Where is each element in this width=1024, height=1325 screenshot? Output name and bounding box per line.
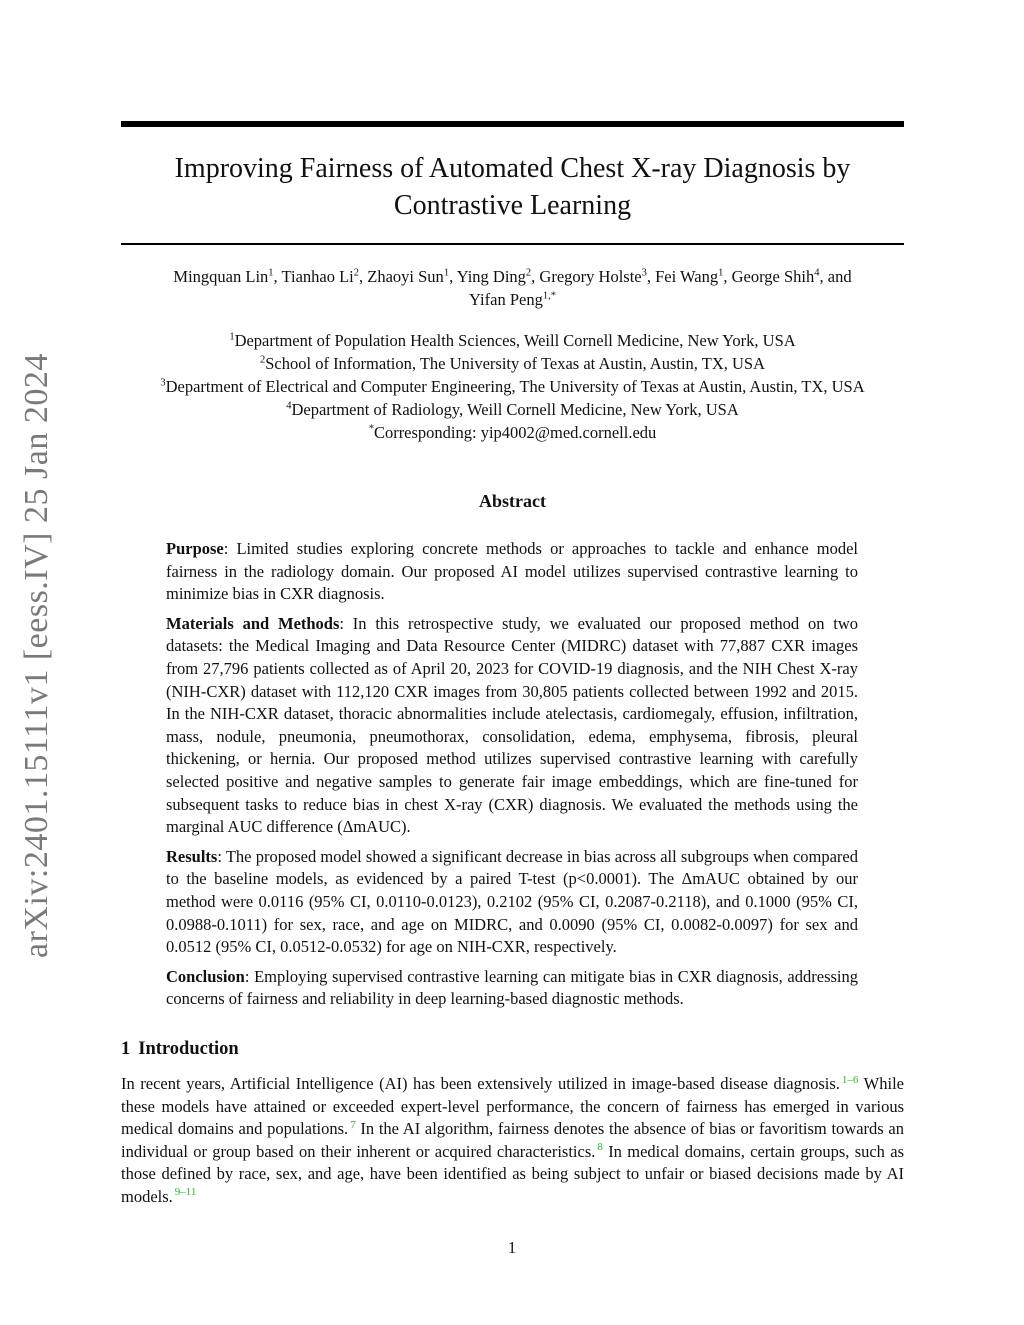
author-line-2 [121,288,904,311]
section-number: 1 [121,1039,131,1059]
abstract-heading: Abstract [479,491,546,511]
affiliation-list [110,329,915,444]
affiliation: $^4$Department of Radiology, Weill Cornell Medicine, New York, USA [286,400,739,419]
affiliation: $^1$Department of Population Health Sciences, Weill Cornell Medicine, New York, USA [229,331,796,350]
affiliation: $^2$School of Information, The University of Texas at Austin, Austin, TX, USA [259,354,766,373]
abstract-purpose: Purpose: Limited studies exploring concrete methods or approaches to tackle and enhance model fairness in the radiology domain. Our proposed AI model utilizes supervised contrastive learning to minimize bias in CXR diagnosis. [166,539,858,604]
citation-link[interactable]: 1–6 [841,1073,859,1086]
title-top-rule [121,121,904,127]
affiliation: $^3$Department of Electrical and Computer Engineering, The University of Texas at Austin, Austin, TX, USA [160,377,865,396]
abstract-methods: Materials and Methods: In this retrospective study, we evaluated our proposed method on two datasets: the Medical Imaging and Data Resource Center (MIDRC) dataset with 77,887 CXR images from 27,796 patients collected as of April 20, 2023 for COVID-19 diagnosis, and the NIH Chest X-ray (NIH-CXR) dataset with 112,120 CXR images from 30,805 patients collected between 1992 and 2015. In the NIH-CXR dataset, thoracic abnormalities include atelectasis, cardiomegaly, effusion, infiltration, mass, nodule, pneumonia, pneumothorax, consolidation, edema, emphysema, fibrosis, pleural thickening, or hernia. Our proposed method utilizes supervised contrastive learning with carefully selected positive and negative samples to generate fair image embeddings, which are fine-tuned for subsequent tasks to reduce bias in chest X-ray (CXR) diagnosis. We evaluated the methods using the marginal AUC difference (ΔmAUC). [166,613,858,837]
title-line-2: Contrastive Learning [393,190,632,221]
abstract-conclusion: Conclusion: Employing supervised contrastive learning can mitigate bias in CXR diagnosis, addressing concerns of fairness and reliability in deep learning-based diagnostic methods. [166,966,858,1009]
author: Zhaoyi Sun$^1$, [367,267,457,286]
author: Fei Wang$^1$, [655,267,732,286]
introduction-paragraph: In recent years, Artificial Intelligence (AI) has been extensively utilized in image-based disease diagnosis. $^{1-6}$ While these models have attained or exceeded expert-level performance, the concern of fairness has emerged in various medical domains and populations. $^7$ In the AI algorithm, fairness denotes the absence of bias or favoritism towards an individual or group based on their inherent or acquired characteristics. $^8$ In medical domains, certain groups, such as those defined by race, sex, and age, have been identified as being subject to unfair or biased decisions made by AI models. $^{9-11}$ [121,1073,904,1206]
author: Gregory Holste$^3$, [539,267,656,286]
page-number: 1 [507,1238,517,1257]
author: Tianhao Li$^2$, [281,267,368,286]
citation-link[interactable]: 8 [597,1141,603,1154]
section-heading-introduction [121,1039,239,1060]
corresponding-author: *Corresponding: yip4002@med.cornell.edu [368,423,657,442]
title-bottom-rule [121,243,904,245]
title-line-1: Improving Fairness of Automated Chest X-ray Diagnosis by [174,153,851,184]
section-title: Introduction [138,1039,239,1059]
author: Mingquan Lin$^1$, [173,267,282,286]
author-line-1 [121,265,904,288]
author-list [121,265,904,311]
abstract-results: Results: The proposed model showed a significant decrease in bias across all subgroups when compared to the baseline models, as evidenced by a paired T-test (p<0.0001). The ΔmAUC obtained by our method were 0.0116 (95% CI, 0.0110-0.0123), 0.2102 (95% CI, 0.2087-0.2118), and 0.1000 (95% CI, 0.0988-0.1011) for sex, race, and age on MIDRC, and 0.0090 (95% CI, 0.0082-0.0097) for sex and 0.0512 (95% CI, 0.0512-0.0532) for age on NIH-CXR, respectively. [166,846,858,957]
citation-link[interactable]: 7 [350,1118,356,1131]
author: Yifan Peng$^{1,*}$ [469,290,556,309]
author: Ying Ding$^2$, [456,267,540,286]
citation-link[interactable]: 9–11 [174,1186,197,1199]
author: George Shih$^4$, and [731,267,852,286]
paper-title [121,150,904,224]
arxiv-identifier-stamp: arXiv:2401.15111v1 [eess.IV] 25 Jan 2024 [18,353,55,958]
abstract-body [166,538,858,1018]
